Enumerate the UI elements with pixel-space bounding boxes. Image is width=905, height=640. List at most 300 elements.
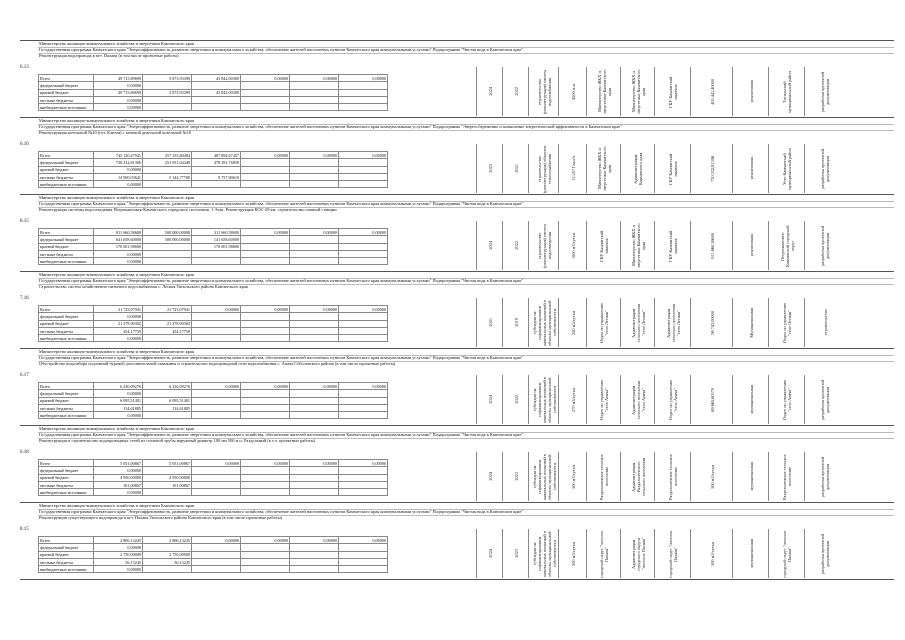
attribute-cell (690, 144, 733, 193)
attribute-text: Отдел по управлению "село Апача" (782, 379, 792, 420)
project-block (20, 502, 894, 580)
attribute-text: субсидии на софинансирование капитальных вложений в объекты муниципальной собственности (531, 530, 557, 577)
amount-cell (241, 404, 290, 411)
amount-cell: 0,00000 (241, 75, 290, 82)
attribute-text: городской округ "поселок Палана" (668, 529, 678, 578)
attribute-text: 405 441,40000 (709, 78, 715, 105)
table-row (39, 335, 388, 342)
amount-cell (192, 96, 241, 103)
amount-cell: 101,00867 (94, 481, 143, 488)
amount-cell: 0,00000 (94, 104, 143, 111)
financing-table (38, 151, 388, 188)
amount-cell (339, 551, 388, 558)
amount-cell (339, 320, 388, 327)
attribute-cell (476, 452, 503, 501)
amount-cell: 21 278,90302 (94, 320, 143, 327)
attribute-cell (768, 221, 805, 270)
attribute-text: Администрация Раздольненского сельского поселения (630, 457, 646, 496)
table-row (39, 82, 388, 89)
attribute-text: городской округ "поселок Палана" (599, 529, 609, 578)
amount-cell: 6 095,51401 (94, 397, 143, 404)
amount-cell: 730 232,81306 (94, 159, 143, 166)
amount-cell: 0,00000 (290, 460, 339, 467)
attribute-cell (654, 67, 691, 116)
attribute-text: 2024 (487, 241, 493, 250)
table-row (39, 537, 388, 544)
attribute-cell (476, 298, 503, 347)
attribute-text: Администрация сельского поселения "село Лесная" (630, 303, 646, 342)
amount-cell: 257 235,80484 (143, 152, 192, 159)
attribute-cell (558, 375, 587, 424)
attribute-text: 2024 (487, 87, 493, 96)
object-name: Обустройство водозабора подземной буровой дополнительной скважины и строительство водопроводной сети водоснабжения с. Апача Соболевского района (в том числе проектные работы) (39, 361, 396, 366)
amount-cell (290, 104, 339, 111)
table-row (39, 467, 388, 474)
program-name: Государственная программа Камчатского края "Энергоэффективность, развитие энергетики и коммунального хозяйства, обеспечение жителей населенных пунктов Камчатского края коммунальными услугами" Подпрограмма "Чистая вода в Камчатском крае" (38, 47, 894, 54)
funding-source-label: федеральный бюджет (39, 236, 94, 243)
amount-cell: 0,00000 (94, 166, 143, 173)
amount-cell (339, 558, 388, 565)
amount-cell: 0,00000 (290, 306, 339, 313)
amount-cell (241, 173, 290, 180)
amount-cell (290, 258, 339, 265)
amount-cell (339, 258, 388, 265)
amount-cell: 0,00000 (192, 537, 241, 544)
attribute-text: Отдел по управлению "село Апача" (599, 379, 609, 420)
amount-cell: 0,00000 (290, 383, 339, 390)
amount-cell (290, 173, 339, 180)
funding-source-label: внебюджетные источники (39, 412, 94, 419)
program-name: Государственная программа Камчатского края "Энергоэффективность, развитие энергетики и коммунального хозяйства, обеспечение жителей населенных пунктов Камчатского края коммунальными услугами" Подпрограмма "Энергосбережение и повышение энергетической эффективности в Камчатском крае" (38, 124, 894, 131)
table-row (39, 250, 388, 257)
amount-cell (339, 250, 388, 257)
attribute-cell (558, 144, 587, 193)
attribute-cell (768, 144, 805, 193)
amount-cell: 2 806,13245 (143, 537, 192, 544)
amount-cell: 0,00000 (290, 75, 339, 82)
amount-cell: 500 000,00000 (143, 229, 192, 236)
attribute-text: муниципальная (748, 539, 754, 568)
row-number: 6.17 (20, 373, 29, 378)
attribute-text: 2024 (487, 472, 493, 481)
amount-cell: 170 001,98600 (94, 243, 143, 250)
amount-cell: 0,00000 (339, 537, 388, 544)
attribute-text: Министерство ЖКХ и энергетики Камчатского края (596, 146, 612, 191)
attribute-cell (528, 67, 559, 116)
attribute-cell (690, 452, 733, 501)
attribute-cell (528, 221, 559, 270)
attribute-cell (732, 67, 769, 116)
table-row (39, 166, 388, 173)
attribute-text: Администрация сельского поселения "село Лесная" (665, 303, 681, 342)
funding-source-label: федеральный бюджет (39, 82, 94, 89)
amount-cell (192, 551, 241, 558)
table-row (39, 104, 388, 111)
attribute-text: реализована (748, 234, 754, 257)
amount-cell (192, 327, 241, 334)
amount-cell (339, 313, 388, 320)
attribute-text: Усть-Камчатский муниципальный район (782, 147, 792, 190)
attribute-text: Раздольненское сельское поселение (599, 453, 609, 500)
attribute-cell (690, 298, 733, 347)
attribute-text: Администрация сельского поселения "село Апача" (630, 380, 646, 419)
amount-cell (241, 558, 290, 565)
amount-cell: 478 181,76858 (192, 159, 241, 166)
table-row (39, 460, 388, 467)
amount-cell (290, 489, 339, 496)
attribute-text: 2022 (513, 87, 519, 96)
amount-cell: 0,00000 (290, 537, 339, 544)
amount-cell: 0,00000 (241, 306, 290, 313)
attribute-text: строительство (реконструкция) систем водоснабжения (536, 69, 552, 114)
funding-source-label: федеральный бюджет (39, 159, 94, 166)
attribute-cell (768, 298, 805, 347)
amount-cell: 454,17759 (94, 327, 143, 334)
row-number: 6.16 (20, 142, 29, 147)
amount-cell (290, 236, 339, 243)
attribute-cell (620, 529, 655, 578)
amount-cell (290, 404, 339, 411)
amount-cell (290, 320, 339, 327)
amount-cell (143, 412, 192, 419)
funding-source-label: внебюджетные источники (39, 335, 94, 342)
amount-cell: 43 842,00300 (192, 89, 241, 96)
amount-cell: 0,00000 (94, 467, 143, 474)
amount-cell (192, 181, 241, 188)
attribute-text: 500 м3/сутки (709, 464, 715, 489)
amount-cell (339, 489, 388, 496)
table-row (39, 313, 388, 320)
amount-cell: 0,00000 (94, 489, 143, 496)
attribute-cell (502, 452, 529, 501)
program-name: Государственная программа Камчатского края "Энергоэффективность, развитие энергетики и коммунального хозяйства, обеспечение жителей населенных пунктов Камчатского края коммунальными услугами" Подпрограмма "Чистая вода в Камчатском крае" (38, 355, 894, 362)
funding-source-label: федеральный бюджет (39, 544, 94, 551)
amount-cell: 0,00000 (241, 460, 290, 467)
table-row (39, 306, 388, 313)
amount-cell: 2 750,00000 (143, 551, 192, 558)
amount-cell: 141 658,60000 (192, 236, 241, 243)
attribute-text: ГКУ Камчатский заказчик (668, 152, 678, 185)
amount-cell (241, 320, 290, 327)
amount-cell: 43 842,00300 (192, 75, 241, 82)
project-block (20, 117, 894, 194)
attribute-cell (502, 67, 529, 116)
amount-cell (339, 104, 388, 111)
funding-source-label: местные бюджеты (39, 96, 94, 103)
attribute-text: разработка проектной документации (820, 225, 830, 266)
amount-cell (290, 82, 339, 89)
amount-cell: 5 051,00867 (94, 460, 143, 467)
investment-program-table (20, 40, 894, 580)
amount-cell (290, 544, 339, 551)
amount-cell: 0,00000 (339, 152, 388, 159)
amount-cell: 0,00000 (94, 258, 143, 265)
amount-cell: 5 873,93399 (143, 89, 192, 96)
amount-cell: 0,00000 (192, 306, 241, 313)
attribute-text: разработка проектной документации (820, 533, 830, 574)
amount-cell: 4 950,00000 (143, 474, 192, 481)
amount-cell: 21 723,07941 (94, 306, 143, 313)
funding-source-label: Всего (39, 75, 94, 82)
attribute-cell (620, 298, 655, 347)
funding-source-label: Всего (39, 229, 94, 236)
attribute-text: 2021 (487, 318, 493, 327)
table-row (39, 412, 388, 419)
funding-source-label: федеральный бюджет (39, 467, 94, 474)
table-row (39, 489, 388, 496)
table-row (39, 96, 388, 103)
project-block (20, 40, 894, 117)
amount-cell: 0,00000 (94, 335, 143, 342)
attribute-cell (586, 375, 621, 424)
table-row (39, 89, 388, 96)
attribute-text: 2024 (487, 395, 493, 404)
amount-cell (290, 397, 339, 404)
attribute-cell (620, 67, 655, 116)
amount-cell (290, 313, 339, 320)
object-name: Реконструкция котельной №20 (пгт. Ключи) с заменой дизельной котельной №10 (39, 130, 192, 135)
amount-cell: 14 900,03641 (94, 173, 143, 180)
amount-cell (290, 181, 339, 188)
amount-cell (290, 250, 339, 257)
amount-cell: 21 723,07941 (143, 306, 192, 313)
amount-cell (192, 335, 241, 342)
amount-cell (143, 335, 192, 342)
attribute-cell (732, 375, 769, 424)
attribute-cell (586, 529, 621, 578)
funding-source-label: краевой бюджет (39, 243, 94, 250)
funding-source-label: краевой бюджет (39, 474, 94, 481)
funding-source-label: Всего (39, 383, 94, 390)
amount-cell: 0,00000 (94, 566, 143, 573)
attribute-text: субсидии на софинансирование капитальных вложений в объекты муниципальной собственности (531, 453, 557, 500)
attribute-cell (502, 375, 529, 424)
financing-table (38, 305, 388, 342)
amount-cell (192, 404, 241, 411)
attribute-cell (502, 144, 529, 193)
attribute-text: 13,357 Гкал/ч (570, 156, 576, 181)
row-number: 7.16 (20, 296, 29, 301)
financing-table (38, 382, 388, 419)
attribute-text: 500 м3/сутки (570, 541, 576, 566)
object-name: Строительство систем хозяйственно-питьевого водоснабжения с. Лесная Тигильского района Камчатского края (39, 284, 248, 289)
amount-cell (339, 404, 388, 411)
amount-cell (143, 544, 192, 551)
amount-cell: 49 715,89699 (94, 89, 143, 96)
funding-source-label: внебюджетные источники (39, 104, 94, 111)
attribute-cell (620, 144, 655, 193)
attribute-cell (502, 529, 529, 578)
project-block (20, 425, 894, 502)
table-row (39, 258, 388, 265)
amount-cell: 4 950,00000 (94, 474, 143, 481)
ministry-name: Министерство жилищно-коммунального хозяйства и энергетики Камчатского края (38, 118, 894, 125)
amount-cell (241, 467, 290, 474)
attribute-cell (654, 375, 691, 424)
project-block (20, 348, 894, 425)
amount-cell (339, 243, 388, 250)
amount-cell: 0,00000 (94, 313, 143, 320)
table-row (39, 236, 388, 243)
amount-cell (241, 566, 290, 573)
amount-cell (241, 397, 290, 404)
amount-cell (339, 82, 388, 89)
amount-cell (241, 236, 290, 243)
attribute-text: Министерство ЖКХ и энергетики Камчатского края (596, 69, 612, 114)
attribute-text: муниципальная (748, 385, 754, 414)
attribute-cell (804, 529, 845, 578)
attribute-cell (476, 375, 503, 424)
attribute-text: 500 м3/сутки (709, 541, 715, 566)
program-name: Государственная программа Камчатского края "Энергоэффективность, развитие энергетики и коммунального хозяйства, обеспечение жителей населенных пунктов Камчатского края коммунальными услугами" Подпрограмма "Чистая вода в Камчатском крае" (38, 278, 894, 285)
amount-cell (241, 258, 290, 265)
amount-cell (290, 243, 339, 250)
amount-cell (290, 327, 339, 334)
attribute-text: муниципальная (748, 462, 754, 491)
attribute-cell (768, 529, 805, 578)
funding-source-label: местные бюджеты (39, 327, 94, 334)
project-block (20, 271, 894, 348)
attribute-text: 2022 (513, 395, 519, 404)
amount-cell: 6 230,09276 (94, 383, 143, 390)
financing-table (38, 74, 388, 111)
amount-cell (192, 397, 241, 404)
amount-cell: 134,61885 (94, 404, 143, 411)
amount-cell: 0,00000 (94, 390, 143, 397)
amount-cell: 101,00867 (143, 481, 192, 488)
amount-cell (192, 566, 241, 573)
amount-cell (241, 474, 290, 481)
amount-cell (192, 313, 241, 320)
attribute-text: 500 м3/сутки (570, 464, 576, 489)
table-row (39, 159, 388, 166)
table-row (39, 383, 388, 390)
attribute-text: Отдел по управлению "село Лесная" (599, 302, 609, 343)
amount-cell (339, 327, 388, 334)
table-row (39, 558, 388, 565)
attribute-text: ГКУ Камчатский заказчик (668, 75, 678, 108)
amount-cell: 49 715,89699 (94, 75, 143, 82)
attribute-text: строительство (822, 309, 828, 336)
object-name: Реконструкция и строительство водопроводных сетей из стальной трубы наружный диаметр 100 мм 500 м п. Раздольный (в т.ч. проектные работы) (39, 438, 315, 443)
amount-cell: 5 144,77700 (143, 173, 192, 180)
amount-cell: 5 051,00867 (143, 460, 192, 467)
amount-cell (290, 481, 339, 488)
row-number: 8.15 (20, 219, 29, 224)
attribute-cell (732, 144, 769, 193)
funding-source-label: Всего (39, 537, 94, 544)
attribute-cell (690, 221, 733, 270)
attribute-cell (476, 67, 503, 116)
attribute-cell (620, 452, 655, 501)
attribute-cell (654, 221, 691, 270)
amount-cell (339, 412, 388, 419)
amount-cell: 0,00000 (241, 229, 290, 236)
row-number: 6.13 (20, 65, 29, 70)
attribute-text: субсидии на софинансирование капитальных вложений в объекты муниципальной собственности (531, 299, 557, 346)
amount-cell: 745 130,47941 (94, 152, 143, 159)
amount-cell (290, 390, 339, 397)
row-number: 6.18 (20, 450, 29, 455)
attribute-text: реализована (748, 157, 754, 180)
attribute-cell (690, 375, 733, 424)
amount-cell (241, 104, 290, 111)
amount-cell (241, 327, 290, 334)
amount-cell (241, 250, 290, 257)
attribute-text: разработка проектной документации (820, 148, 830, 189)
row-number: 8.15 (20, 527, 29, 532)
amount-cell (192, 320, 241, 327)
table-row (39, 243, 388, 250)
funding-source-label: Всего (39, 152, 94, 159)
amount-cell (143, 390, 192, 397)
attribute-cell (528, 375, 559, 424)
attribute-cell (558, 67, 587, 116)
attribute-cell (804, 67, 845, 116)
attribute-cell (654, 144, 691, 193)
amount-cell: 252 051,04448 (143, 159, 192, 166)
amount-cell: 500 000,00000 (143, 236, 192, 243)
attribute-cell (804, 375, 845, 424)
amount-cell (192, 104, 241, 111)
amount-cell: 2 750,00000 (94, 551, 143, 558)
amount-cell (143, 566, 192, 573)
funding-source-label: краевой бюджет (39, 166, 94, 173)
funding-source-label: Всего (39, 306, 94, 313)
program-name: Государственная программа Камчатского края "Энергоэффективность, развитие энергетики и коммунального хозяйства, обеспечение жителей населенных пунктов Камчатского края коммунальными услугами" Подпрограмма "Чистая вода в Камчатском крае" (38, 509, 894, 516)
attribute-text: Муниципальная (748, 307, 754, 338)
attribute-text: разработка проектной документации (820, 456, 830, 497)
object-name: Реконструкция системы водоотведения Петропавловск-Камчатского городского поселения. 1 Этап. Реконструкция КОС-29 км, строительство главной станции (39, 207, 337, 212)
table-row (39, 544, 388, 551)
amount-cell (339, 390, 388, 397)
table-row (39, 327, 388, 334)
attribute-text: 98 743,00000 (709, 310, 715, 335)
amount-cell (339, 236, 388, 243)
attribute-text: ГКУ Камчатский заказчик (668, 229, 678, 262)
attribute-cell (586, 452, 621, 501)
amount-cell: 2 806,13245 (94, 537, 143, 544)
attribute-text: 270 м3/сутки (570, 387, 576, 412)
amount-cell (192, 390, 241, 397)
amount-cell (192, 481, 241, 488)
amount-cell (192, 412, 241, 419)
attribute-text: разработка проектной документации (820, 71, 830, 112)
funding-source-label: местные бюджеты (39, 558, 94, 565)
amount-cell (192, 258, 241, 265)
program-name: Государственная программа Камчатского края "Энергоэффективность, развитие энергетики и коммунального хозяйства, обеспечение жителей населенных пунктов Камчатского края коммунальными услугами" Подпрограмма "Чистая вода в Камчатском крае" (38, 432, 894, 439)
amount-cell (290, 159, 339, 166)
amount-cell (143, 313, 192, 320)
amount-cell: 811 660,58600 (94, 229, 143, 236)
financing-table (38, 536, 388, 573)
amount-cell: 0,00000 (241, 537, 290, 544)
amount-cell (143, 258, 192, 265)
amount-cell (290, 551, 339, 558)
funding-source-label: краевой бюджет (39, 397, 94, 404)
amount-cell (290, 412, 339, 419)
funding-source-label: внебюджетные источники (39, 566, 94, 573)
amount-cell: 0,00000 (339, 306, 388, 313)
amount-cell (192, 250, 241, 257)
amount-cell: 0,00000 (192, 383, 241, 390)
amount-cell: 0,00000 (94, 82, 143, 89)
attribute-text: 2023 (513, 472, 519, 481)
amount-cell (241, 481, 290, 488)
amount-cell: 0,00000 (339, 75, 388, 82)
amount-cell (143, 96, 192, 103)
funding-source-label: федеральный бюджет (39, 313, 94, 320)
